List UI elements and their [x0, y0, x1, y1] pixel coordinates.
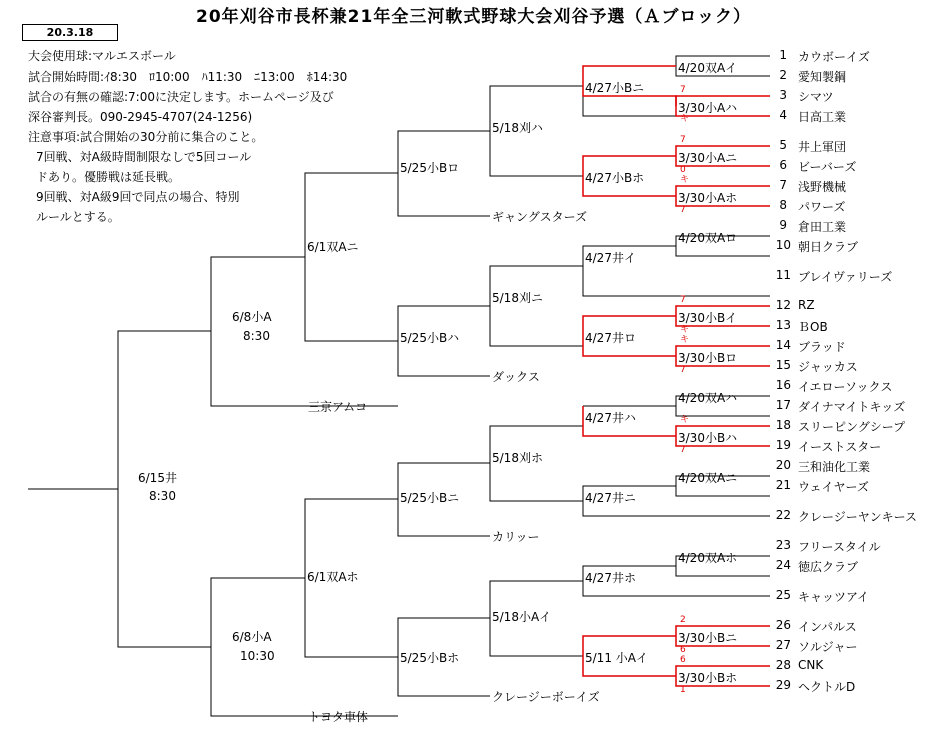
score: 7 [680, 85, 686, 95]
match-label: 4/27井イ [585, 251, 636, 265]
score: 6 [680, 655, 686, 665]
note-confirm: 試合の有無の確認:7:00に決定します。ホームページ及び [28, 90, 334, 104]
team-number: 2 [779, 68, 787, 82]
score: 7 [680, 365, 686, 375]
team-number: 11 [775, 268, 791, 282]
match-label: 4/27井ニ [585, 491, 636, 505]
note-ball: 大会使用球:マルエスボール [28, 49, 176, 63]
note-umpire: 深谷審判長。090-2945-4707(24-1256) [28, 110, 253, 124]
team-number: 17 [775, 398, 791, 412]
team-number: 15 [775, 358, 791, 372]
team-name: シマツ [798, 90, 834, 104]
score: 7 [680, 295, 686, 305]
team-name: 浅野機械 [798, 180, 847, 194]
team-name: クレージーヤンキース [798, 510, 918, 524]
team-number: 6 [779, 158, 787, 172]
team-number: 7 [779, 178, 787, 192]
score: 1 [680, 685, 686, 695]
team-name: キャッツアイ [798, 590, 869, 604]
team-number: 10 [775, 238, 791, 252]
note-rule-9b: ルールとする。 [36, 210, 120, 224]
final-time: 8:30 [149, 489, 176, 503]
team-name: ＢOB [798, 320, 828, 334]
note-start-times: 試合開始時間:ｲ8:30 ﾛ10:00 ﾊ11:30 ﾆ13:00 ﾎ14:30 [28, 70, 348, 84]
match-label: 5/25小Bニ [400, 491, 460, 505]
match-label: 3/30小Bイ [678, 311, 738, 325]
page-title: 20年刈谷市長杯兼21年全三河軟式野球大会刈谷予選（Ａブロック） [196, 7, 751, 27]
team-name: RZ [798, 298, 815, 312]
team-number: 19 [775, 438, 791, 452]
match-label: 3/30小Bニ [678, 631, 738, 645]
team-number: 5 [779, 138, 787, 152]
seed-team: トヨタ車体 [308, 710, 369, 724]
team-name: カウボーイズ [798, 50, 870, 64]
match-label: 4/20双Aハ [678, 391, 738, 405]
semi-time: 8:30 [243, 329, 270, 343]
match-label: 3/30小Bハ [678, 431, 738, 445]
match-label: 4/20双Aロ [678, 231, 738, 245]
semi-date: 6/8小A [232, 630, 272, 644]
score: 2 [680, 615, 686, 625]
team-name: ジャッカス [798, 360, 858, 374]
team-number: 23 [775, 538, 791, 552]
team-number: 4 [779, 108, 787, 122]
team-name: ヘクトルD [798, 680, 856, 694]
team-number: 22 [775, 508, 791, 522]
score: 7 [680, 445, 686, 455]
match-label: 3/30小Aホ [678, 191, 738, 205]
score: 7 [680, 205, 686, 215]
team-number: 25 [775, 588, 791, 602]
score: キ [680, 335, 690, 345]
team-name: ビーバーズ [798, 160, 857, 174]
match-label: 5/18刈ホ [492, 451, 543, 465]
team-number: 14 [775, 338, 791, 352]
team-name: パワーズ [798, 200, 846, 214]
date-badge: 20.3.18 [22, 24, 118, 41]
team-name: CNK [798, 658, 824, 672]
note-rule-7b: ドあり。優勝戦は延長戦。 [36, 170, 181, 184]
team-number: 12 [775, 298, 791, 312]
match-label: 6/1双Aホ [307, 570, 359, 584]
note-caution: 注意事項:試合開始の30分前に集合のこと。 [28, 130, 264, 144]
team-number: 1 [779, 48, 787, 62]
semi-time: 10:30 [240, 649, 275, 663]
team-name: スリーピングシープ [798, 420, 906, 434]
team-name: 三和油化工業 [798, 460, 871, 474]
match-label: 5/25小Bハ [400, 331, 460, 345]
team-number: 28 [775, 658, 791, 672]
team-name: ブラッド [798, 340, 846, 354]
team-number: 29 [775, 678, 791, 692]
match-label: 4/27井ロ [585, 331, 636, 345]
team-name: フリースタイル [798, 540, 881, 554]
team-number: 13 [775, 318, 791, 332]
score: 0 [680, 165, 686, 175]
match-label: 3/30小Bロ [678, 351, 738, 365]
team-name: 日高工業 [798, 110, 847, 124]
score: キ [680, 175, 690, 185]
team-name: 井上軍団 [798, 140, 847, 154]
match-label: 4/20双Aホ [678, 551, 738, 565]
team-name: 倉田工業 [798, 220, 847, 234]
match-label: 5/11 小Aイ [585, 651, 648, 665]
match-label: 4/27井ハ [585, 411, 636, 425]
note-rule-9: 9回戦、対A級9回で同点の場合、特別 [36, 190, 240, 204]
team-number: 16 [775, 378, 791, 392]
final-date: 6/15井 [138, 471, 177, 485]
team-number: 26 [775, 618, 791, 632]
score: 7 [680, 135, 686, 145]
match-label: 5/25小Bホ [400, 651, 460, 665]
semi-date: 6/8小A [232, 310, 272, 324]
seed-team: ギャングスターズ [492, 210, 588, 224]
seed-team: クレージーボーイズ [492, 690, 600, 704]
match-label: 5/25小Bロ [400, 161, 460, 175]
team-number: 9 [779, 218, 787, 232]
team-number: 24 [775, 558, 791, 572]
match-label: 5/18刈ハ [492, 121, 543, 135]
team-number: 8 [779, 198, 787, 212]
match-label: 4/27小Bニ [585, 81, 645, 95]
match-label: 3/30小Aハ [678, 101, 738, 115]
seed-team: カリッー [492, 530, 540, 544]
team-name: 朝日クラブ [798, 240, 859, 254]
match-label: 4/20双Aイ [678, 61, 738, 75]
score: キ [680, 415, 690, 425]
team-name: 徳広クラブ [798, 560, 859, 574]
seed-team: ダックス [492, 370, 540, 384]
team-name: イエローソックス [798, 380, 893, 394]
team-number: 3 [779, 88, 787, 102]
match-label: 3/30小Aニ [678, 151, 738, 165]
match-label: 5/18刈ニ [492, 291, 543, 305]
team-number: 20 [775, 458, 791, 472]
team-number: 21 [775, 478, 791, 492]
match-label: 4/27小Bホ [585, 171, 645, 185]
team-name: ブレイヴァリーズ [798, 270, 893, 284]
match-label: 6/1双Aニ [307, 240, 359, 254]
team-name: イーストスター [798, 440, 882, 454]
team-number: 27 [775, 638, 791, 652]
note-rule-7: 7回戦、対A級時間制限なしで5回コール [36, 150, 252, 164]
team-name: インパルス [798, 620, 857, 634]
seed-team: 三京アムコ [308, 400, 368, 414]
team-number: 18 [775, 418, 791, 432]
score: 6 [680, 645, 686, 655]
team-name: ダイナマイトキッズ [798, 400, 906, 414]
team-name: ソルジャー [798, 640, 858, 654]
match-label: 4/20双Aニ [678, 471, 738, 485]
match-label: 4/27井ホ [585, 571, 636, 585]
score: キ [680, 325, 690, 335]
score: キ [680, 114, 690, 124]
team-name: ウェイヤーズ [798, 480, 869, 494]
team-name: 愛知製鋼 [798, 70, 847, 84]
match-label: 5/18小Aイ [492, 610, 552, 624]
match-label: 3/30小Bホ [678, 671, 738, 685]
